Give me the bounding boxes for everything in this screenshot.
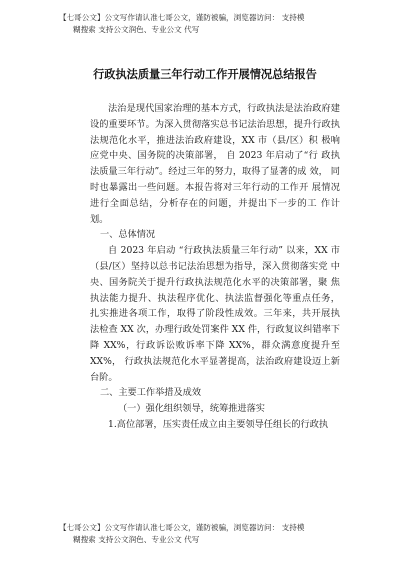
intro-paragraph: 法治是现代国家治理的基本方式，行政执法是法治政府建设的重要环节。为深入贯彻落实总书记法治思想，提升行政执法规范化水平，推进法治政府建设，XX 市（县/区）积 极响应党中央、国务院的决策部署， 自 2023 年启动了“行 政执法质量三年行动”。经过三年的努力，取得了显著的成 效， 同时也暴露出一些问题。本报告将对三年行动的工作开 展情况进行全面总结，分析存在的问题，并提出下一步的工 作计划。 — [90, 103, 340, 225]
document-title: 行政执法质量三年行动工作开展情况总结报告 — [93, 68, 317, 81]
watermark-line-2: 糊搜索 支持公文润色、专业公文 代写 — [73, 25, 200, 34]
watermark-line-1: 【七哥公文】公文写作请认准七哥公文，谨防被骗，浏览器访问： 支持模 — [59, 523, 305, 532]
item-paragraph-1: 1.高位部署，压实责任成立由主要领导任组长的行政执 — [108, 418, 329, 430]
header-watermark — [59, 12, 359, 36]
section-heading-measures: 二、主要工作举措及成效 — [100, 387, 202, 399]
subsection-heading-leadership: （一）强化组织领导，统筹推进落实 — [118, 403, 265, 415]
document-body — [90, 101, 340, 433]
watermark-line-2: 糊搜索 支持公文润色、专业公文 代写 — [73, 535, 200, 544]
watermark-line-1: 【七哥公文】公文写作请认准七哥公文，谨防被骗，浏览器访问： 支持模 — [59, 13, 305, 22]
section-heading-overview: 一、总体情况 — [100, 229, 156, 241]
footer-watermark — [59, 522, 359, 546]
overview-paragraph: 自 2023 年启动 “行政执法质量三年行动” 以来，XX 市 （县/区）坚持以总书记法治思想为指导，深入贯彻落实党 中央、国务院关于提升行政执法规范化水平的决策部署，聚 焦执法能力提升、执法程序优化、执法监督强化等重点任务， 扎实推进各项工作，取得了阶段性成效。三年来，共开展执 法检查 XX 次，办理行政处罚案件 XX 件，行政复议纠错率下 降 XX%，行政诉讼败诉率下降 XX%，群众满意度提升至 XX%， 行政执法规范化水平显著提高，法治政府建设迈上新台阶。 — [90, 245, 340, 383]
